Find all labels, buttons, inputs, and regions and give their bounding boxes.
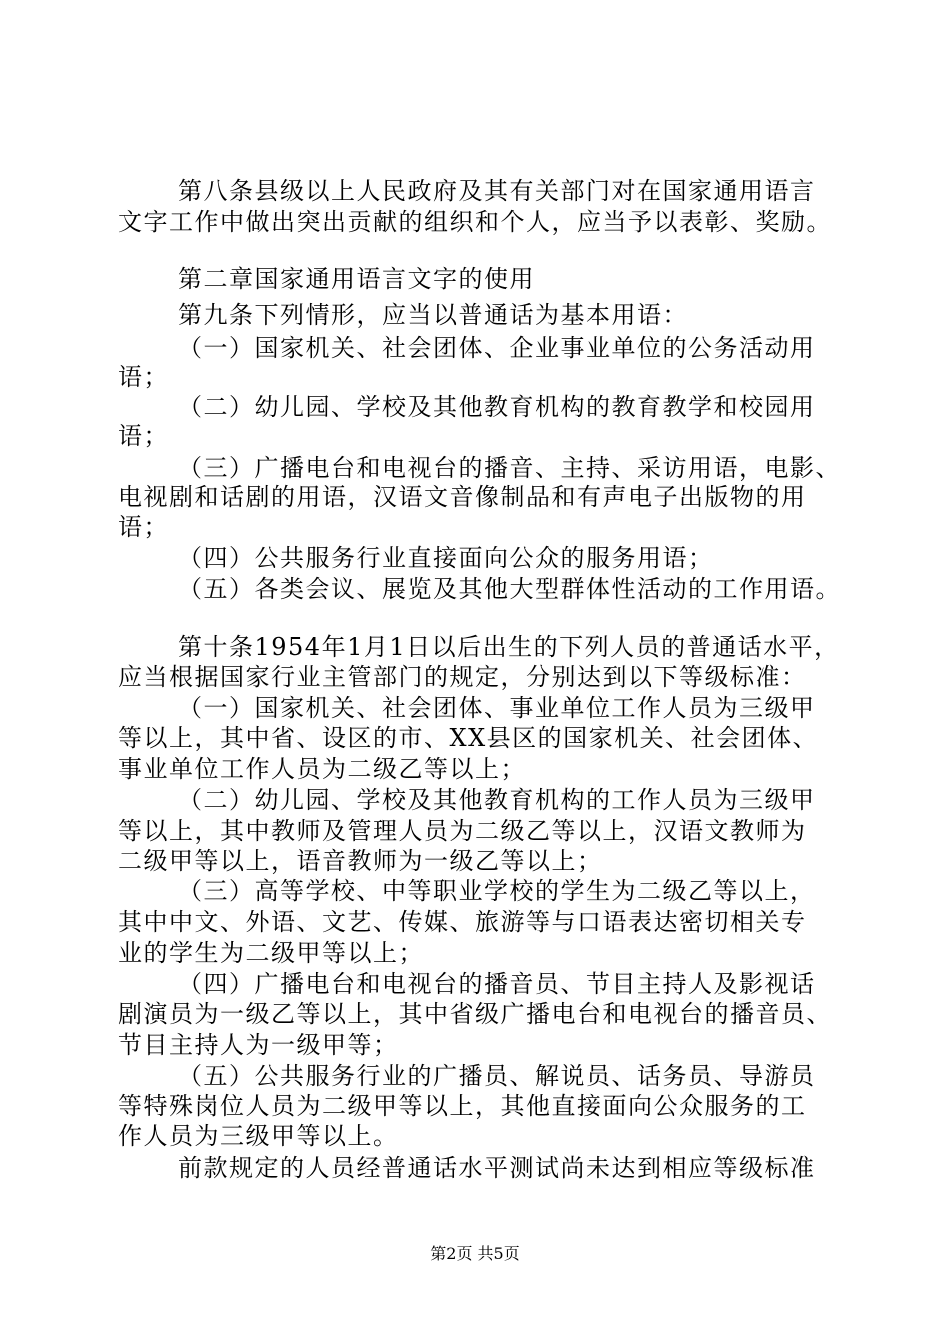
text-line: 第九条下列情形，应当以普通话为基本用语： <box>178 301 688 329</box>
text-line: 业的学生为二级甲等以上； <box>118 939 424 967</box>
text-line: 节目主持人为一级甲等； <box>118 1031 399 1059</box>
text-line: 语； <box>118 513 169 541</box>
text-line: 事业单位工作人员为二级乙等以上； <box>118 755 526 783</box>
text-line: （五）公共服务行业的广播员、解说员、话务员、导游员 <box>178 1062 816 1090</box>
text-line: 等以上，其中教师及管理人员为二级乙等以上，汉语文教师为 <box>118 817 807 845</box>
text-line: 语； <box>118 363 169 391</box>
text-line: 文字工作中做出突出贡献的组织和个人，应当予以表彰、奖励。 <box>118 208 832 236</box>
text-line: （五）各类会议、展览及其他大型群体性活动的工作用语。 <box>178 575 841 603</box>
text-line: 二级甲等以上，语音教师为一级乙等以上； <box>118 847 603 875</box>
text-line: （二）幼儿园、学校及其他教育机构的工作人员为三级甲 <box>178 786 816 814</box>
text-line: 电视剧和话剧的用语，汉语文音像制品和有声电子出版物的用 <box>118 483 807 511</box>
text-line: （一）国家机关、社会团体、企业事业单位的公务活动用 <box>178 334 816 362</box>
chapter-heading: 第二章国家通用语言文字的使用 <box>178 265 535 293</box>
text-line: （二）幼儿园、学校及其他教育机构的教育教学和校园用 <box>178 393 816 421</box>
text-line: 第八条县级以上人民政府及其有关部门对在国家通用语言 <box>178 177 816 205</box>
text-line: （四）广播电台和电视台的播音员、节目主持人及影视话 <box>178 970 816 998</box>
text-line: 前款规定的人员经普通话水平测试尚未达到相应等级标准 <box>178 1154 816 1182</box>
text-line: 作人员为三级甲等以上。 <box>118 1122 399 1150</box>
text-line: 第十条1954年1月1日以后出生的下列人员的普通话水平， <box>178 633 840 661</box>
text-line: （三）高等学校、中等职业学校的学生为二级乙等以上， <box>178 877 816 905</box>
text-line: 其中中文、外语、文艺、传媒、旅游等与口语表达密切相关专 <box>118 908 807 936</box>
text-line: 等特殊岗位人员为二级甲等以上，其他直接面向公众服务的工 <box>118 1092 807 1120</box>
text-line: 语； <box>118 422 169 450</box>
text-line: （三）广播电台和电视台的播音、主持、采访用语，电影、 <box>178 454 841 482</box>
text-line: 剧演员为一级乙等以上，其中省级广播电台和电视台的播音员、 <box>118 1000 832 1028</box>
text-line: （一）国家机关、社会团体、事业单位工作人员为三级甲 <box>178 694 816 722</box>
text-line: 应当根据国家行业主管部门的规定，分别达到以下等级标准： <box>118 663 807 691</box>
text-line: 等以上，其中省、设区的市、XX县区的国家机关、社会团体、 <box>118 724 819 752</box>
text-line: （四）公共服务行业直接面向公众的服务用语； <box>178 544 714 572</box>
page-footer: 第2页 共5页 <box>430 1244 520 1263</box>
